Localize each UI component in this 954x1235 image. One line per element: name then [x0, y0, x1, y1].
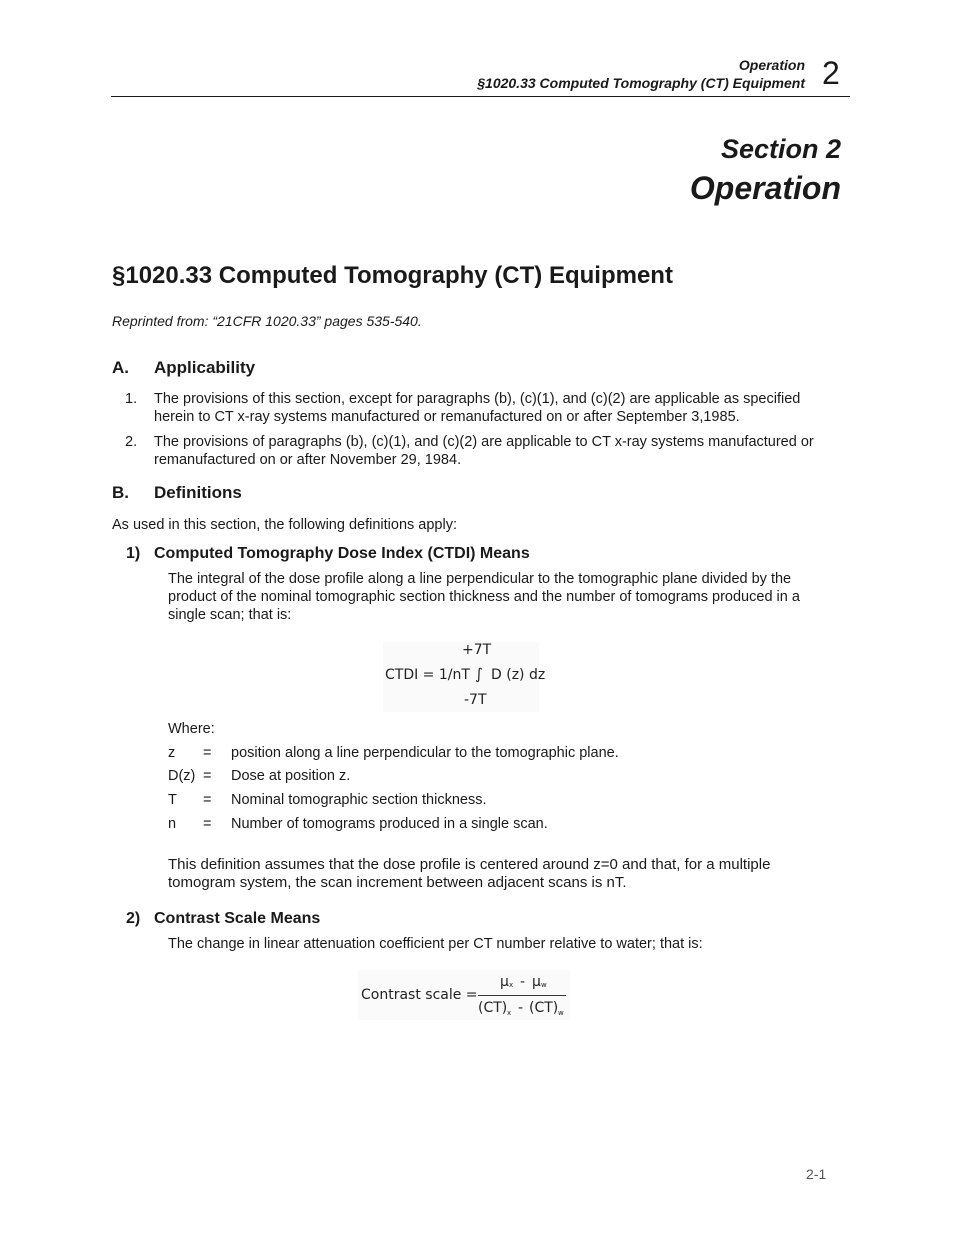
running-header-chapter-number: 2: [822, 55, 840, 91]
ct-x: (CT): [478, 1000, 508, 1016]
subheading-text: Computed Tomography Dose Index (CTDI) Means: [154, 545, 530, 562]
formula-lhs: CTDI = 1/nT: [385, 667, 470, 683]
definition-term-row: [168, 791, 768, 809]
contrast-scale-formula: [358, 970, 570, 1020]
heading-ctdi: [126, 545, 626, 565]
subheading-number: 1): [126, 545, 141, 562]
heading-letter: A.: [112, 358, 129, 377]
heading-definitions: [112, 483, 412, 505]
list-item-text: The provisions of this section, except for paragraphs (b), (c)(1), and (c)(2) are applicable as specified herein to CT x-ray systems manufactured or remanufactured on or after September 3,1985.: [154, 391, 801, 425]
term-description: position along a line perpendicular to the tomographic plane.: [231, 745, 619, 761]
header-rule: [111, 96, 850, 97]
term-equals: =: [203, 792, 212, 808]
ct-x-subscript: x: [507, 1009, 512, 1017]
fraction-bar: [478, 995, 566, 996]
list-item: [112, 390, 832, 426]
term-equals: =: [203, 816, 212, 832]
heading-applicability: [112, 358, 412, 380]
term-symbol: T: [168, 792, 177, 808]
term-symbol: z: [168, 745, 176, 761]
running-header-chapter: Operation: [738, 57, 805, 73]
list-item-text: The provisions of paragraphs (b), (c)(1), and (c)(2) are applicable to CT x-ray systems manufactured or remanufactured on or after November 29, 1984.: [154, 434, 814, 468]
page-number: 2-1: [806, 1166, 827, 1182]
term-description: Number of tomograms produced in a single scan.: [231, 816, 548, 832]
contrast-description: The change in linear attenuation coefficient per CT number relative to water; that is:: [168, 936, 703, 952]
where-label: Where:: [168, 721, 215, 737]
mu-x-subscript: x: [509, 981, 514, 989]
heading-contrast-scale: [126, 910, 626, 930]
formula-lower-limit: -7T: [464, 692, 487, 708]
subheading-number: 2): [126, 910, 141, 927]
term-symbol: D(z): [168, 768, 196, 784]
heading-text: Definitions: [154, 483, 242, 502]
section-title: Operation: [689, 170, 841, 206]
denominator-minus: -: [518, 1000, 524, 1016]
list-item-number: 1.: [125, 391, 138, 407]
formula-upper-limit: +7T: [462, 642, 492, 658]
definition-term-row: [168, 744, 768, 762]
definition-term-row: [168, 767, 768, 785]
numerator-minus: -: [520, 974, 526, 990]
heading-letter: B.: [112, 483, 129, 502]
term-description: Dose at position z.: [231, 768, 351, 784]
ctdi-formula: [383, 642, 546, 712]
page-title: §1020.33 Computed Tomography (CT) Equipment: [112, 262, 673, 289]
definition-term-row: [168, 815, 768, 833]
list-item-number: 2.: [125, 434, 138, 450]
ctdi-note: This definition assumes that the dose profile is centered around z=0 and that, for a multiple tomogram system, the scan increment between adjacent scans is nT.: [168, 856, 771, 891]
ctdi-description: The integral of the dose profile along a line perpendicular to the tomographic plane divided by the product of the nominal tomographic section thickness and the number of tomograms produced in a single scan; that is:: [168, 571, 800, 623]
ct-w: (CT): [529, 1000, 559, 1016]
term-equals: =: [203, 768, 212, 784]
mu-x: μ: [500, 974, 509, 990]
term-description: Nominal tomographic section thickness.: [231, 792, 487, 808]
formula-lhs: Contrast scale =: [361, 987, 478, 1003]
term-symbol: n: [168, 816, 177, 832]
mu-w: μ: [532, 974, 541, 990]
subheading-text: Contrast Scale Means: [154, 910, 321, 927]
running-header-subsection: §1020.33 Computed Tomography (CT) Equipment: [477, 75, 805, 91]
integral-symbol: ∫: [475, 665, 483, 683]
definitions-intro: As used in this section, the following definitions apply:: [112, 517, 457, 533]
mu-w-subscript: w: [541, 981, 547, 989]
reprint-note: Reprinted from: “21CFR 1020.33” pages 535-540.: [112, 313, 422, 329]
term-equals: =: [203, 745, 212, 761]
formula-rhs: D (z) dz: [491, 667, 546, 683]
heading-text: Applicability: [154, 358, 256, 377]
section-label: Section 2: [720, 134, 841, 164]
list-item: [112, 433, 832, 469]
ct-w-subscript: w: [558, 1009, 564, 1017]
